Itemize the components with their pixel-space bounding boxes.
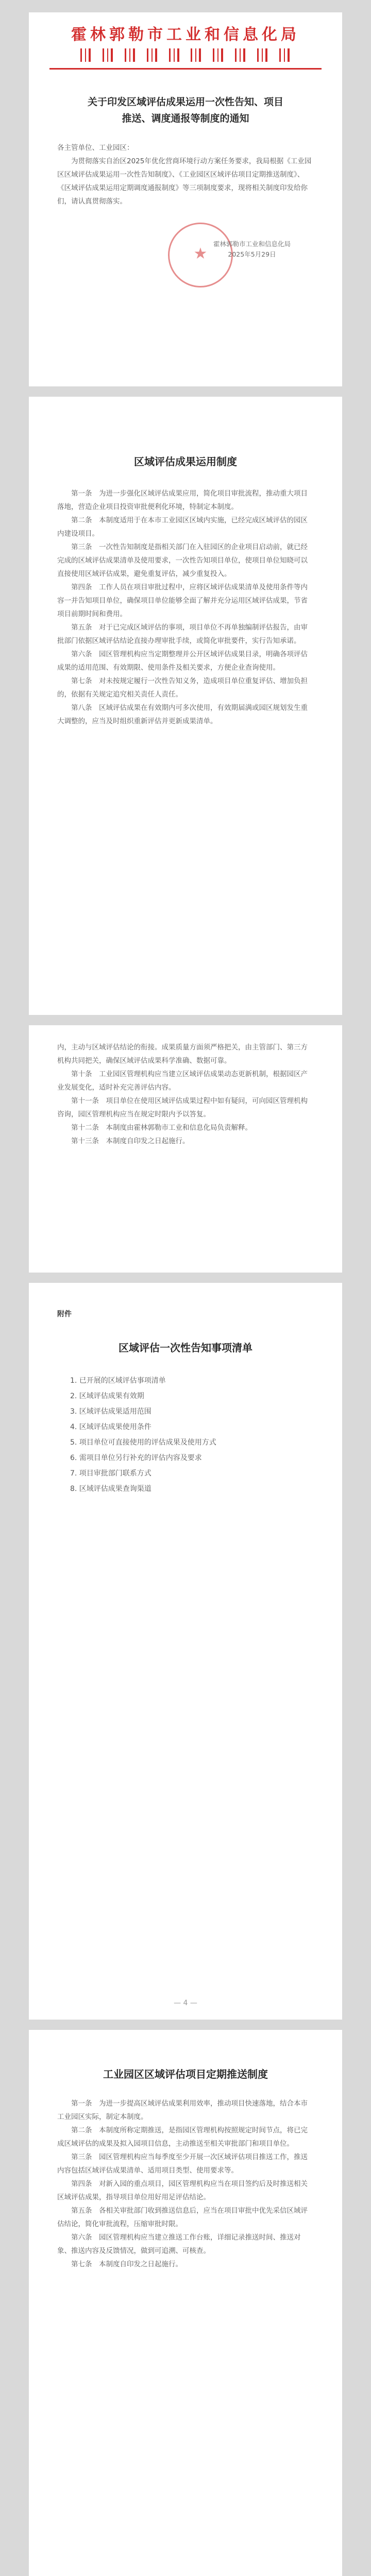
article: 第十三条 本制度自印发之日起施行。 bbox=[71, 1137, 190, 1145]
regulation-body bbox=[57, 2097, 314, 2271]
list-item: 8. 区域评估成果查询渠道 bbox=[70, 1485, 151, 1493]
article: 第十条 工业园区管理机构应当建立区域评估成果动态更新机制，根据园区产业发展变化，适时补充完善评估内容。 bbox=[57, 1070, 308, 1092]
article: 第四条 对新入园的重点项目，园区管理机构应当在项目签约后及时推送相关区域评估成果，指导项目单位用好用足评估结论。 bbox=[57, 2180, 308, 2201]
article: 第五条 各相关审批部门收到推送信息后，应当在项目审批中优先采信区域评估结论，简化审批流程，压缩审批时限。 bbox=[57, 2207, 308, 2228]
list-item: 6. 需项目单位另行补充的评估内容及要求 bbox=[70, 1454, 202, 1462]
checklist bbox=[70, 1373, 311, 1497]
section-title: 工业园区区域评估项目定期推送制度 bbox=[103, 2068, 268, 2080]
section-title: 区域评估成果运用制度 bbox=[134, 455, 237, 468]
regulation-page-1 bbox=[29, 397, 342, 1015]
article: 第七条 本制度自印发之日起施行。 bbox=[71, 2260, 182, 2268]
article: 第二条 本制度所称定期推送，是指园区管理机构按照规定时间节点，将已完成区域评估的成果及拟入园项目信息，主动推送至相关审批部门和项目单位。 bbox=[57, 2126, 308, 2148]
signature-block: 霍林郭勒市工业和信息化局 2025年5月29日 bbox=[213, 240, 291, 258]
article: 第六条 园区管理机构应当建立推送工作台账，详细记录推送时间、推送对象、推送内容及反馈情况，做到可追溯、可核查。 bbox=[57, 2233, 301, 2255]
list-item: 2. 区域评估成果有效期 bbox=[70, 1392, 144, 1400]
notice-page bbox=[29, 12, 342, 386]
article: 内，主动与区域评估结论的衔接。成果质量方面须严格把关，由主管部门、第三方机构共同把关，确保区域评估成果科学准确、数据可靠。 bbox=[57, 1043, 308, 1065]
list-item: 1. 已开展的区域评估事项清单 bbox=[70, 1377, 166, 1385]
article: 第六条 园区管理机构应当定期整理并公开区域评估成果目录，明确各项评估成果的适用范围、有效期限、使用条件及相关要求，方便企业查询使用。 bbox=[57, 650, 308, 672]
article: 第七条 对未按规定履行一次性告知义务，造成项目单位重复评估、增加负担的，依据有关规定追究相关责任人责任。 bbox=[57, 677, 308, 699]
attachment-page bbox=[29, 1283, 342, 2020]
list-item: 3. 区域评估成果适用范围 bbox=[70, 1408, 151, 1416]
mongolian-script-header bbox=[80, 48, 291, 62]
salutation: 各主管单位、工业园区： bbox=[57, 144, 134, 152]
article: 第八条 区域评估成果在有效期内可多次使用，有效期届满或园区规划发生重大调整的，应当及时组织重新评估并更新成果清单。 bbox=[57, 704, 308, 725]
article: 第四条 工作人员在项目审批过程中，应将区域评估成果清单及使用条件等内容一并告知项目单位，确保项目单位能够全面了解并充分运用区域评估成果，节省项目前期时间和费用。 bbox=[57, 583, 308, 618]
article: 第十二条 本制度由霍林郭勒市工业和信息化局负责解释。 bbox=[71, 1124, 252, 1132]
doc-title: 关于印发区域评估成果运用一次性告知、项目 推送、调度通报等制度的通知 bbox=[87, 96, 283, 124]
org-header: 霍林郭勒市工业和信息化局 bbox=[71, 26, 300, 44]
article: 第二条 本制度适用于在本市工业园区区域内实施，已经完成区域评估的园区内建设项目。 bbox=[57, 516, 308, 538]
list-item: 5. 项目单位可直接使用的评估成果及使用方式 bbox=[70, 1438, 216, 1447]
article: 第一条 为进一步强化区域评估成果应用，简化项目审批流程，推动重大项目落地，营造企业项目投资审批便利化环境，特制定本制度。 bbox=[57, 489, 308, 511]
article: 第十一条 项目单位在使用区域评估成果过程中如有疑问，可向园区管理机构咨询，园区管理机构应当在规定时限内予以答复。 bbox=[57, 1097, 308, 1118]
regulation-body bbox=[57, 487, 314, 728]
section-title: 区域评估一次性告知事项清单 bbox=[119, 1342, 252, 1354]
list-item: 7. 项目审批部门联系方式 bbox=[70, 1469, 151, 1478]
red-divider bbox=[49, 68, 322, 70]
notice-body bbox=[57, 141, 314, 208]
notice-paragraph: 为贯彻落实自治区2025年优化营商环境行动方案任务要求，我局根据《工业园区区域评估成果运用一次性告知制度》、《工业园区区域评估项目定期推送制度》、《区域评估成果运用定期调度通报制度》等三项制度要求，现将相关制度印发给你们，请认真贯彻落实。 bbox=[57, 157, 312, 206]
article: 第一条 为进一步提高区域评估成果利用效率，推动项目快速落地，结合本市工业园区实际，制定本制度。 bbox=[57, 2099, 308, 2121]
regulation-page-2 bbox=[29, 1025, 342, 1273]
attachment-label: 附件 bbox=[57, 1310, 72, 1318]
article: 第五条 对于已完成区域评估的事项，项目单位不再单独编制评估报告，由审批部门依据区域评估结论直接办理审批手续，或简化审批要件，实行告知承诺。 bbox=[57, 623, 308, 645]
regulation-body bbox=[57, 1041, 314, 1148]
page-number: — 4 — bbox=[174, 1999, 197, 2007]
article: 第三条 园区管理机构应当每季度至少开展一次区域评估项目推送工作，推送内容包括区域评估成果清单、适用项目类型、使用要求等。 bbox=[57, 2153, 308, 2175]
push-system-page bbox=[29, 2030, 342, 2576]
article: 第三条 一次性告知制度是指相关部门在入驻园区的企业项目启动前，就已经完成的区域评估成果清单及使用要求，一次性告知项目单位，使项目单位知晓可以直接使用区域评估成果，避免重复评估，减少重复投入。 bbox=[57, 543, 308, 578]
list-item: 4. 区域评估成果使用条件 bbox=[70, 1423, 151, 1431]
